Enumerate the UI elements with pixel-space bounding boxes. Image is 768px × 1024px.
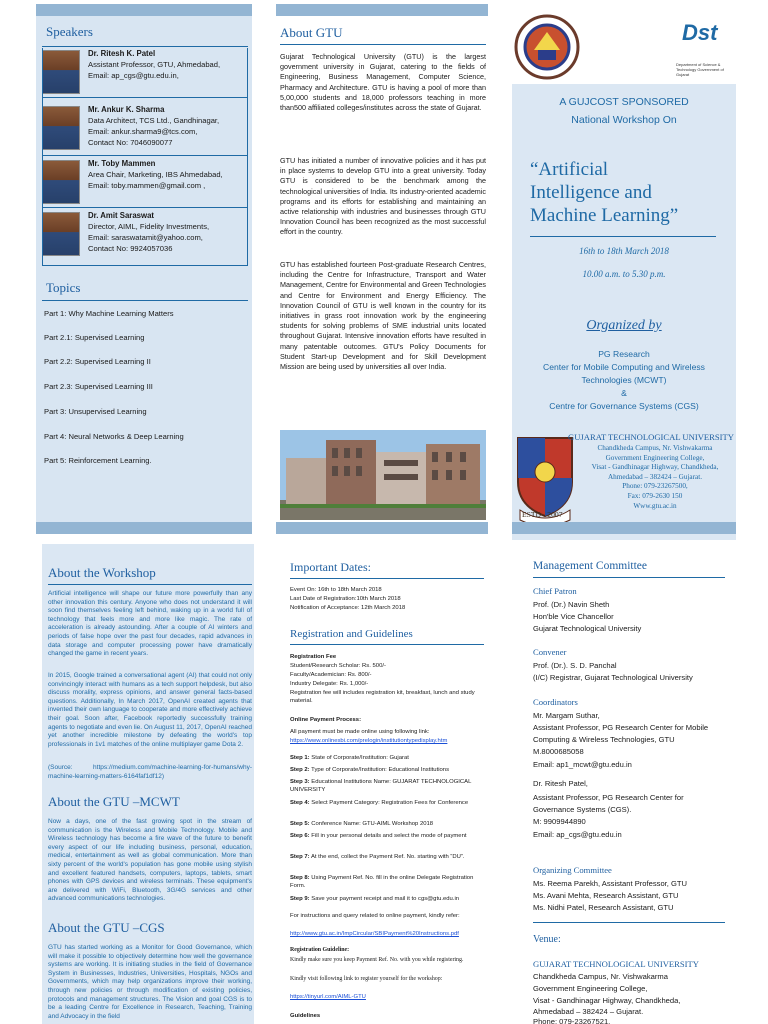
about-gtu-paragraph: GTU has established fourteen Post-graduate Research Centres, including the Centre for Infrastructure, Transport and Water Management, Centre for Environmental and Green Technologies and Centre for Environment and Energy Efficiency. The Innovation Council of GTU is well known in the country for its initiatives in grass root innovation work by the engineering students for solving problems of SME industrial units located throughout Gujarat. Intensive innovation efforts have resulted in many patentable outcomes. GTU's Policy Documents for Student Start-up Development and for Skill Development Mission are being used by universities all over India.	[280, 260, 486, 372]
topic-item: Part 2.2: Supervised Learning II	[44, 357, 151, 366]
estd-label: ESTD - 2007	[522, 510, 563, 519]
about-workshop-panel	[42, 544, 254, 1024]
organizer-line: Centre for Governance Systems (CGS)	[549, 401, 699, 411]
step-label: Step 2:	[290, 767, 310, 773]
divider	[290, 644, 484, 645]
step-label: Step 1:	[290, 755, 310, 761]
about-cgs-heading: About the GTU –CGS	[48, 920, 165, 935]
fee-label: Student/Research Scholar:	[290, 663, 361, 669]
important-dates-heading: Important Dates:	[290, 560, 371, 574]
speaker-name: Mr. Ankur K. Sharma	[88, 105, 165, 114]
committee-email: Email: ap1_mcwt@gtu.edu.in	[533, 760, 632, 769]
address-line: Fax: 079-2630 150	[627, 491, 683, 500]
fee-value: Rs. 800/-	[347, 672, 372, 678]
management-committee-heading: Management Committee	[533, 560, 648, 572]
venue-line: Chandkheda Campus, Nr. Vishwakarma	[533, 972, 668, 981]
gtu-seal-icon	[514, 14, 580, 80]
speakers-heading: Speakers	[46, 24, 93, 39]
step-label: Step 5:	[290, 821, 310, 827]
step-text: State of Corporate/Institution: Gujarat	[311, 755, 409, 761]
speaker-name: Dr. Ritesh K. Patel	[88, 49, 156, 58]
bottom-bar	[276, 522, 488, 534]
venue-heading: Venue:	[533, 934, 561, 945]
guideline-text: Kindly make sure you keep Payment Ref. No. with you while registering.	[290, 957, 464, 963]
divider	[280, 44, 486, 45]
title-line: Machine Learning”	[530, 205, 679, 226]
payment-step	[290, 820, 488, 828]
committee-line: M: 9909944890	[533, 817, 586, 826]
payment-step	[290, 853, 488, 861]
committee-line: Ms. Nidhi Patel, Research Assistant, GTU	[533, 903, 674, 912]
workshop-paragraph: Artificial intelligence will shape our future more powerfully than any other innovation this century. Anyone who does not understand it will soon find themselves feeling left behind, waking up in a world full of technology that feels more and more like magic. The rate of acceleration is already astounding. After a couple of AI winters and periods of false hope over the past four decades, rapid advances in data storage and computer processing power have dramatically changed the game in recent years.	[48, 590, 252, 658]
university-address	[580, 444, 730, 511]
committee-line: Prof. (Dr.). S. D. Panchal	[533, 661, 617, 670]
topic-item: Part 2.3: Supervised Learning III	[44, 382, 153, 391]
workshop-dates: 16th to 18th March 2018	[579, 246, 669, 256]
divider	[48, 584, 252, 585]
step-text: Fill in your personal details and select the mode of payment	[311, 833, 467, 839]
online-payment-note: All payment must be made online using following link:	[290, 729, 430, 735]
divider	[530, 236, 716, 237]
title-line: Intelligence and	[530, 182, 652, 203]
guidelines-heading: Guidelines	[290, 1013, 321, 1019]
notification-date: Notification of Acceptance: 12th March 2018	[290, 605, 406, 611]
step-label: Step 9:	[290, 896, 310, 902]
speaker-email: Email: ankur.sharma9@tcs.com,	[88, 127, 198, 136]
top-bar	[276, 4, 488, 16]
step-label: Step 7:	[290, 854, 310, 860]
step-text: Educational Institutions Name: GUJARAT TECHNOLOGICAL UNIVERSITY	[290, 779, 472, 794]
topics-heading: Topics	[46, 280, 81, 295]
speakers-panel	[36, 4, 252, 540]
university-name: GUJARAT TECHNOLOGICAL UNIVERSITY	[568, 432, 734, 442]
speaker-name: Mr. Toby Mammen	[88, 159, 156, 168]
divider	[533, 922, 725, 923]
mcwt-paragraph: Now a days, one of the fast growing spot in the stream of communication is the Wireless and Mobile Technology. Mobile and Wireless technology has become a fire wave of the future to benefit every aspect of our life including business, personal, education, medical, entertainment as well as global communication. More than sixty percent of the world's population has gone mobile using stylish and excellent featured handsets, computers, laptops, tablets, smart phones with GPS devices and wireless terminals. These equipment's are delivered with WiFi, Bluetooth, 3G/4G services and other advanced communications technologies.	[48, 818, 252, 903]
fee-heading: Registration Fee	[290, 654, 337, 660]
committee-line: Governance Systems (CGS).	[533, 805, 632, 814]
divider	[290, 578, 484, 579]
speaker-contact: Contact No: 9924057036	[88, 244, 173, 253]
step-text: At the end, collect the Payment Ref. No. starting with “DU”.	[310, 854, 465, 860]
speaker-email: Email: toby.mammen@gmail.com ,	[88, 181, 206, 190]
workshop-type: National Workshop On	[571, 114, 677, 126]
cover-panel	[512, 4, 736, 540]
convener-heading: Convener	[533, 647, 567, 657]
about-gtu-panel	[276, 4, 488, 540]
speaker-email: Email: ap_cgs@gtu.edu.in,	[88, 71, 179, 80]
guideline-text: Kindly visit following link to register yourself for the workshop:	[290, 976, 443, 982]
about-gtu-heading: About GTU	[280, 25, 343, 40]
step-label: Step 6:	[290, 833, 310, 839]
venue-line: Ahmedabad – 382424 – Gujarat.	[533, 1007, 644, 1016]
title-line: “Artificial	[530, 159, 609, 180]
committee-line: M.8000685058	[533, 747, 584, 756]
speaker-card	[42, 104, 248, 156]
speaker-card	[42, 48, 248, 98]
speaker-photo	[42, 106, 80, 150]
speaker-detail: Data Architect, TCS Ltd., Gandhinagar,	[88, 116, 220, 125]
step-text: Save your payment receipt and mail it to cgs@gtu.edu.in	[311, 896, 460, 902]
register-link[interactable]: https://tinyurl.com/AIML-GTU	[290, 994, 366, 1000]
last-date: Last Date of Registration:10th March 2018	[290, 596, 401, 602]
committee-line: Prof. (Dr.) Navin Sheth	[533, 600, 610, 609]
dst-logo: Dst	[682, 20, 718, 45]
committee-line: Gujarat Technological University	[533, 624, 642, 633]
about-gtu-paragraph: Gujarat Technological University (GTU) is the largest government university in Gujarat, catering to the fields of Engineering, Business Management, Computer Science, Pharmacy and Architecture. GTU is having a pool of more than 5,00,000 students and 18,000 professors teaching in more than500 affiliated colleges/institutes across the state of Gujarat.	[280, 52, 486, 113]
online-payment-heading: Online Payment Process:	[290, 717, 362, 723]
venue-line: Government Engineering College,	[533, 984, 648, 993]
bottom-bar	[36, 522, 252, 534]
divider	[42, 46, 248, 47]
speaker-detail: Assistant Professor, GTU, Ahmedabad,	[88, 60, 221, 69]
organized-by-heading: Organized by	[586, 318, 662, 333]
committee-email: Email: ap_cgs@gtu.edu.in	[533, 830, 622, 839]
payment-step	[290, 799, 488, 807]
step-label: Step 4:	[290, 800, 310, 806]
speaker-photo	[42, 160, 80, 204]
top-bar	[36, 4, 252, 16]
step-label: Step 8:	[290, 875, 310, 881]
about-gtu-paragraph: GTU has initiated a number of innovative policies and it has put in place systems to develop GTU into a great university. Today GTU is considered to be the benchmark among the technological universities of India. Its industry-oriented academic programs and its efforts for establishing and maintaining an active relationship with industries and businesses through GTU Innovation Council has been recognized as the most successful effort in the country.	[280, 156, 486, 237]
workshop-title	[530, 158, 678, 227]
committee-line: Assistant Professor, PG Research Center for Mobile	[533, 723, 709, 732]
fee-note: Registration fee will includes registration kit, breakfast, lunch and study material.	[290, 690, 475, 705]
campus-building-image	[280, 430, 486, 520]
speaker-detail: Area Chair, Marketing, IBS Ahmedabad,	[88, 170, 223, 179]
committee-line: Ms. Reema Parekh, Assistant Professor, GTU	[533, 879, 688, 888]
speaker-name: Dr. Amit Saraswat	[88, 211, 155, 220]
venue-line: Phone: 079-23267521.	[533, 1017, 611, 1024]
venue-name: GUJARAT TECHNOLOGICAL UNIVERSITY	[533, 959, 699, 969]
fee-value: Rs. 500/-	[362, 663, 386, 669]
fee-row	[290, 662, 488, 670]
instructions-text: For instructions and query related to online payment, kindly refer:	[290, 913, 460, 919]
fee-label: Industry Delegate:	[290, 681, 338, 687]
committee-line: Assistant Professor, PG Research Center for	[533, 793, 684, 802]
bottom-bar	[512, 522, 736, 534]
cgs-paragraph: GTU has started working as a Monitor for Good Governance, which will make it possible to objectively determine how well the governance systems are working. It is initiating studies in the field of Governance System in Businesses, Industries, Universities, Hospitals, NGOs and Governments, which may help organizations improve their working, through new policies or through modification of existing policies, protocols and management structures. The Vision and goal CGS is to be a leading Centre for Excellence in Research, Teaching, Training and Advocacy in the field	[48, 944, 252, 1020]
speaker-detail: Director, AIML, Fidelity Investments,	[88, 222, 210, 231]
payment-step	[290, 895, 488, 903]
topic-item: Part 1: Why Machine Learning Matters	[44, 309, 174, 318]
step-text: Using Payment Ref. No. fill in the online Delegate Registration Form.	[290, 875, 474, 890]
step-text: Conference Name: GTU-AIML Workshop 2018	[311, 821, 434, 827]
organizing-committee-heading: Organizing Committee	[533, 865, 612, 875]
topic-item: Part 2.1: Supervised Learning	[44, 333, 145, 342]
step-text: Select Payment Category: Registration Fees for Conference	[311, 800, 469, 806]
address-line: Visat - Gandhinagar Highway, Chandkheda,	[591, 463, 719, 472]
dates-registration-panel	[282, 544, 488, 1024]
address-line: Ahmedabad – 382424 – Gujarat.	[607, 472, 702, 481]
topic-item: Part 5: Reinforcement Learning.	[44, 456, 152, 465]
coordinators-heading: Coordinators	[533, 697, 578, 707]
payment-step	[290, 874, 488, 891]
fee-row	[290, 680, 488, 688]
divider	[533, 577, 725, 578]
speaker-photo	[42, 50, 80, 94]
guideline-heading: Registration Guideline:	[290, 947, 350, 953]
address-line: Phone: 079-23267500,	[622, 482, 688, 491]
payment-link[interactable]: https://www.onlinesbi.com/prelogin/institutiontypedisplay.htm	[290, 738, 448, 744]
dst-caption: Department of Science & Technology Government of Gujarat	[676, 62, 724, 77]
divider	[42, 300, 248, 301]
committee-line: Hon'ble Vice Chancellor	[533, 612, 614, 621]
about-workshop-heading: About the Workshop	[48, 565, 156, 580]
committee-line: Computing & Wireless Technologies, GTU	[533, 735, 675, 744]
committee-line: (I/C) Registrar, Gujarat Technological University	[533, 673, 693, 682]
payment-step	[290, 832, 488, 840]
address-line: Government Engineering College,	[605, 453, 705, 462]
divider	[247, 48, 248, 266]
committee-line: Mr. Margam Suthar,	[533, 711, 600, 720]
topic-item: Part 3: Unsupervised Learning	[44, 407, 147, 416]
organizer-block	[512, 348, 736, 413]
website-link[interactable]: Www.gtu.ac.in	[633, 501, 677, 510]
organizer-line: Technologies (MCWT)	[581, 375, 667, 385]
payment-step	[290, 766, 488, 774]
address-line: Chandkheda Campus, Nr. Vishwakarma	[597, 444, 713, 452]
instructions-link[interactable]: http://www.gtu.ac.in/ImpCircular/SBIPayment%20Instructions.pdf	[290, 931, 459, 937]
committee-panel	[512, 544, 736, 1024]
workshop-paragraph: In 2015, Google trained a conversational agent (AI) that could not only convincingly interact with humans as a tech support helpdesk, but also discuss morality, express opinions, and answer general facts-based questions. Additionally, In March 2017, OpenAI created agents that invented their own language to cooperate and more effectively achieve their goal. Soon after, Facebook reportedly successfully training agents to negotiate and even lie. On August 11, 2017, OpenAI reached yet another incredible milestone by defeating the world's top professionals in 1v1 matches of the online multiplayer game Dota 2.	[48, 672, 252, 748]
about-mcwt-heading: About the GTU –MCWT	[48, 794, 180, 809]
sponsor-text: A GUJCOST SPONSORED	[559, 96, 689, 108]
fee-row	[290, 671, 488, 679]
fee-label: Faculty/Academician:	[290, 672, 346, 678]
committee-line: Dr. Ritesh Patel,	[533, 779, 588, 788]
topic-item: Part 4: Neural Networks & Deep Learning	[44, 432, 184, 441]
speaker-email: Email: saraswatamit@yahoo.com,	[88, 233, 203, 242]
organizer-line: PG Research	[598, 349, 650, 359]
speaker-card	[42, 210, 248, 266]
step-text: Type of Corporate/Institution: Educational Institutions	[311, 767, 450, 773]
event-date: Event On: 16th to 18th March 2018	[290, 587, 382, 593]
organizer-line: Center for Mobile Computing and Wireless	[543, 362, 705, 372]
payment-step	[290, 778, 488, 795]
committee-line: Ms. Avani Mehta, Research Assistant, GTU	[533, 891, 679, 900]
registration-heading: Registration and Guidelines	[290, 628, 413, 640]
venue-line: Visat - Gandhinagar Highway, Chandkheda,	[533, 996, 681, 1005]
fee-value: Rs. 1,000/-	[339, 681, 369, 687]
step-label: Step 3:	[290, 779, 310, 785]
workshop-source: (Source: https://medium.com/machine-learning-for-humans/why-machine-learning-matters-6164faf1df12)	[48, 764, 252, 780]
chief-patron-heading: Chief Patron	[533, 586, 577, 596]
payment-step	[290, 754, 488, 762]
organizer-line: &	[621, 388, 627, 398]
speaker-photo	[42, 212, 80, 256]
speaker-card	[42, 158, 248, 208]
speaker-contact: Contact No: 7046090077	[88, 138, 173, 147]
divider	[42, 48, 43, 266]
workshop-time: 10.00 a.m. to 5.30 p.m.	[582, 269, 666, 279]
